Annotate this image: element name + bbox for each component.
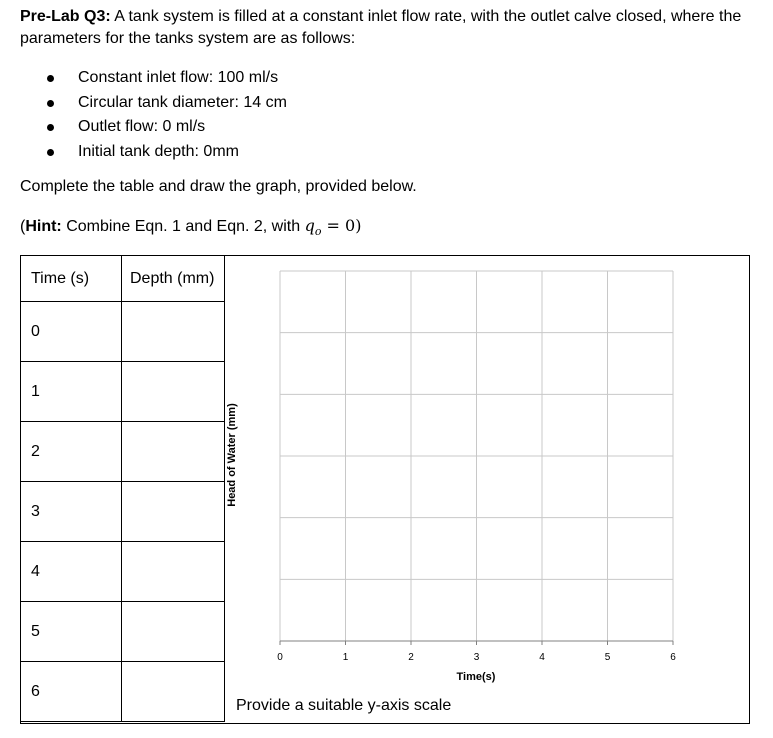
- table-row: [21, 482, 225, 542]
- table-row: [21, 302, 225, 362]
- depth-cell[interactable]: [122, 602, 225, 662]
- x-tick-label: 5: [604, 652, 611, 663]
- parameter-item: Initial tank depth: 0mm: [40, 140, 287, 165]
- table-row: [21, 422, 225, 482]
- depth-cell[interactable]: [122, 542, 225, 602]
- parameter-item: Circular tank diameter: 14 cm: [40, 91, 287, 116]
- depth-cell[interactable]: [122, 662, 225, 722]
- table-row: [21, 362, 225, 422]
- question-text: [20, 6, 760, 49]
- hint-equation: [304, 216, 362, 239]
- y-axis-label: Head of Water (mm): [226, 403, 238, 507]
- time-cell: 6: [21, 662, 122, 722]
- x-tick-label: 1: [342, 652, 349, 663]
- table-row: [21, 602, 225, 662]
- time-cell: 0: [21, 302, 122, 362]
- hint-var: q: [304, 216, 315, 235]
- depth-cell[interactable]: [122, 362, 225, 422]
- hint-label: Hint:: [25, 218, 62, 235]
- time-cell: 2: [21, 422, 122, 482]
- hint-eq: = 0): [321, 216, 362, 235]
- x-tick-label: 3: [473, 652, 480, 663]
- depth-header: Depth (mm): [122, 256, 225, 302]
- x-tick-label: 0: [277, 652, 283, 663]
- hint-body: Combine Eqn. 1 and Eqn. 2, with: [61, 218, 305, 235]
- table-row: [21, 662, 225, 722]
- y-scale-note: Provide a suitable y-axis scale: [236, 697, 452, 714]
- depth-cell[interactable]: [122, 422, 225, 482]
- time-cell: 4: [21, 542, 122, 602]
- table-row: [21, 542, 225, 602]
- x-axis-label: Time(s): [456, 671, 496, 683]
- x-tick-label: 6: [670, 652, 676, 663]
- depth-table: [20, 255, 225, 722]
- depth-cell[interactable]: [122, 482, 225, 542]
- instruction-text: Complete the table and draw the graph, provided below.: [20, 178, 417, 195]
- hint-open: (: [20, 218, 26, 235]
- depth-cell[interactable]: [122, 302, 225, 362]
- parameter-item: Constant inlet flow: 100 ml/s: [40, 66, 287, 91]
- hint-sub: o: [314, 225, 322, 239]
- x-tick-label: 4: [539, 652, 545, 663]
- parameter-item: Outlet flow: 0 ml/s: [40, 115, 287, 140]
- time-cell: 5: [21, 602, 122, 662]
- question-label: Pre-Lab Q3:: [20, 8, 111, 25]
- parameter-list: [40, 66, 287, 164]
- table-header-row: [21, 256, 225, 302]
- time-cell: 3: [21, 482, 122, 542]
- hint-text: [20, 216, 361, 238]
- time-cell: 1: [21, 362, 122, 422]
- question-body: A tank system is filled at a constant inlet flow rate, with the outlet calve closed, where the parameters for the tanks system are as follows:: [20, 8, 742, 47]
- x-tick-label: 2: [408, 652, 414, 663]
- time-header: Time (s): [21, 256, 122, 302]
- graph-area[interactable]: [226, 256, 749, 722]
